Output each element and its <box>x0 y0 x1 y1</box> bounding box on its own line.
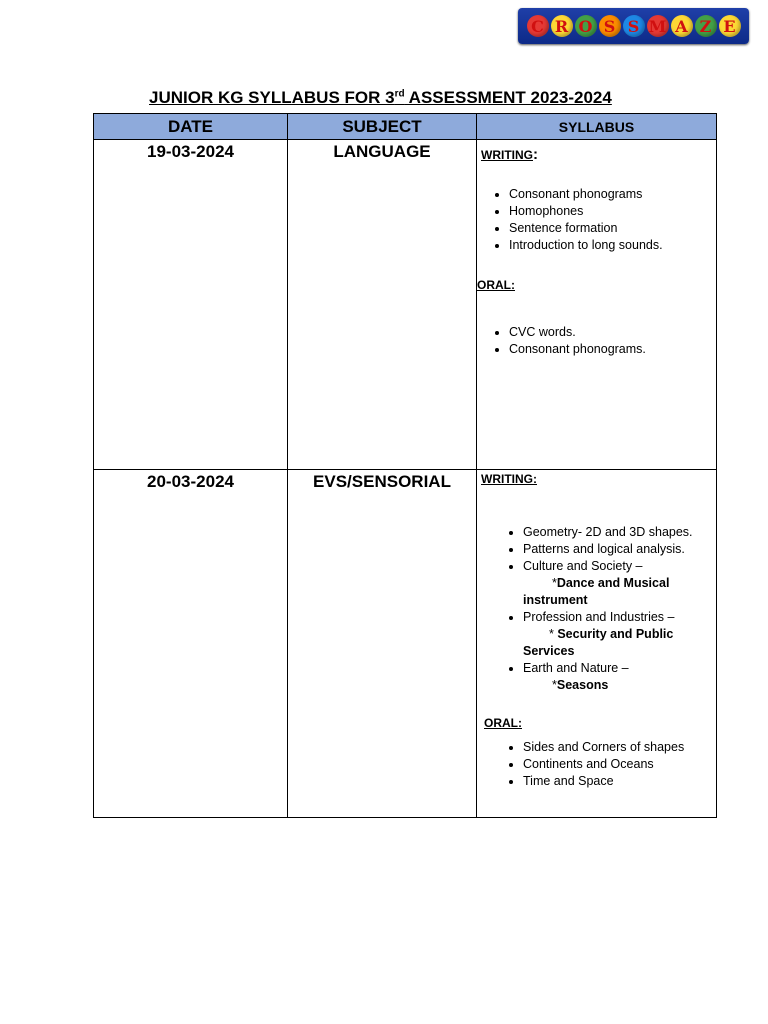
subtopic-marker: * <box>552 678 557 692</box>
list-item: • Consonant phonograms. <box>509 341 716 358</box>
list-item: • Geometry- 2D and 3D shapes. <box>523 524 716 541</box>
list-item: • Consonant phonograms <box>509 186 716 203</box>
list-item: • Time and Space <box>523 773 716 790</box>
table-header-row <box>94 114 717 140</box>
row-subject: LANGUAGE <box>288 140 477 470</box>
row-date: 19-03-2024 <box>94 140 288 470</box>
writing-label: WRITING <box>481 148 533 162</box>
logo-letter: C <box>527 15 549 37</box>
oral-label: ORAL: <box>477 278 515 292</box>
table-row <box>94 140 717 470</box>
oral-list <box>477 739 716 790</box>
list-item-subtopic <box>523 677 716 694</box>
row-date: 20-03-2024 <box>94 470 288 818</box>
writing-label: WRITING: <box>481 472 537 486</box>
list-item: • Continents and Oceans <box>523 756 716 773</box>
header-date: DATE <box>94 114 288 140</box>
list-item <box>523 609 716 660</box>
logo-letter: Z <box>695 15 717 37</box>
list-item: • CVC words. <box>509 324 716 341</box>
subtopic-text: Dance and Musical instrument <box>523 576 670 607</box>
row-syllabus <box>477 140 717 470</box>
writing-heading <box>477 140 716 164</box>
list-item-text: Culture and Society – <box>523 559 643 573</box>
list-item-text: Earth and Nature – <box>523 661 629 675</box>
logo-letter: A <box>671 15 693 37</box>
writing-colon: : <box>533 146 538 163</box>
list-item: • Sides and Corners of shapes <box>523 739 716 756</box>
row-subject: EVS/SENSORIAL <box>288 470 477 818</box>
table-row <box>94 470 717 818</box>
subtopic-text: Seasons <box>556 678 609 692</box>
title-text: JUNIOR KG SYLLABUS FOR 3 <box>149 88 395 107</box>
syllabus-table <box>93 113 717 818</box>
row-syllabus <box>477 470 717 818</box>
title-superscript: rd <box>394 88 405 100</box>
logo-letter: O <box>575 15 597 37</box>
subtopic-marker: * <box>549 627 558 641</box>
logo-letter: S <box>623 15 645 37</box>
list-item-subtopic <box>523 626 716 660</box>
list-item-subtopic <box>523 575 716 609</box>
oral-list <box>477 324 716 358</box>
list-item-text: Profession and Industries – <box>523 610 675 624</box>
logo-letter: E <box>719 15 741 37</box>
oral-label: ORAL: <box>484 716 522 730</box>
list-item: • Patterns and logical analysis. <box>523 541 716 558</box>
list-item <box>523 558 716 609</box>
subtopic-marker: * <box>552 576 557 590</box>
list-item: • Introduction to long sounds. <box>509 237 716 254</box>
logo-letter: S <box>599 15 621 37</box>
writing-list <box>477 186 716 254</box>
logo-letter: R <box>551 15 573 37</box>
header-subject: SUBJECT <box>288 114 477 140</box>
list-item: • Homophones <box>509 203 716 220</box>
logo-letter: M <box>647 15 669 37</box>
writing-list <box>477 524 716 694</box>
title-text-end: ASSESSMENT 2023-2024 <box>404 88 612 107</box>
page-title <box>149 88 612 108</box>
crossmaze-logo <box>518 8 749 44</box>
list-item <box>523 660 716 694</box>
list-item: • Sentence formation <box>509 220 716 237</box>
header-syllabus: SYLLABUS <box>477 114 717 140</box>
subtopic-text: Security and Public Services <box>523 627 674 658</box>
